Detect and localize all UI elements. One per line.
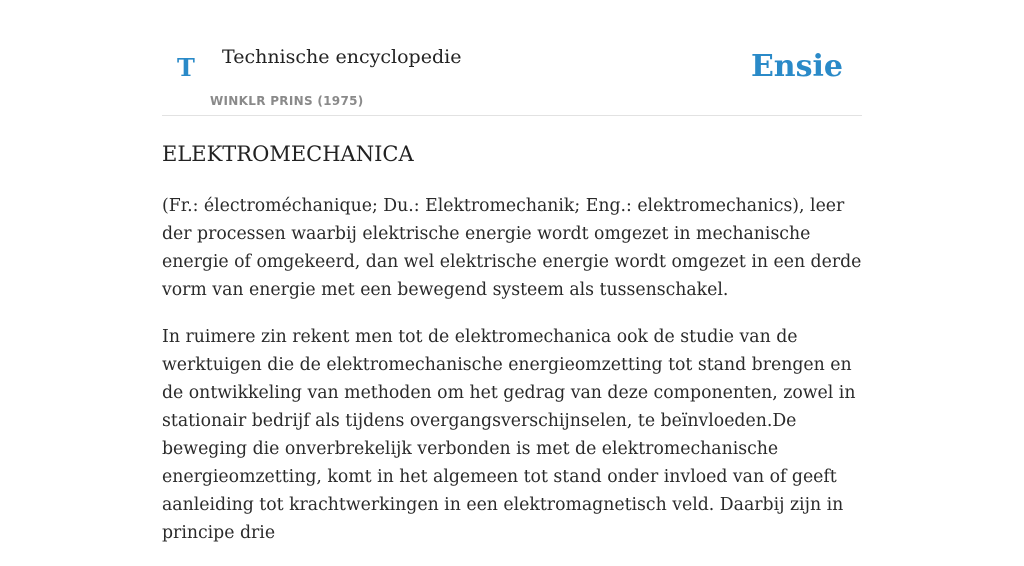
article-paragraph: In ruimere zin rekent men tot de elektromechanica ook de studie van de werktuigen die de elektromechanische energieomzetting tot stand brengen en de ontwikkeling van methoden om het gedrag van deze componenten, zowel in stationair bedrijf als tijdens overgangsverschijnselen, te beïnvloeden.De beweging die onverbrekelijk verbonden is met de elektromechanische energieomzetting, komt in het algemeen tot stand onder invloed van of geeft aanleiding tot krachtwerkingen in een elektromagnetisch veld. Daarbij zijn in principe drie [162, 327, 856, 543]
brand-logo[interactable]: Ensie [750, 49, 843, 84]
publication-subtitle: WINKLR PRINS (1975) [210, 94, 364, 108]
article-paragraph: (Fr.: électroméchanique; Du.: Elektromechanik; Eng.: elektromechanics), leer der processen waarbij elektrische energie wordt omgezet in mechanische energie of omgekeerd, dan wel elektrische energie wordt omgezet in een derde vorm van energie met een bewegend systeem als tussenschakel. [162, 196, 862, 300]
page-header [162, 0, 862, 116]
page-container [162, 0, 862, 543]
publication-title[interactable]: Technische encyclopedie [222, 46, 462, 68]
article-body [162, 192, 862, 566]
article-title: ELEKTROMECHANICA [162, 142, 414, 166]
publication-logo-icon[interactable]: T [177, 53, 195, 82]
